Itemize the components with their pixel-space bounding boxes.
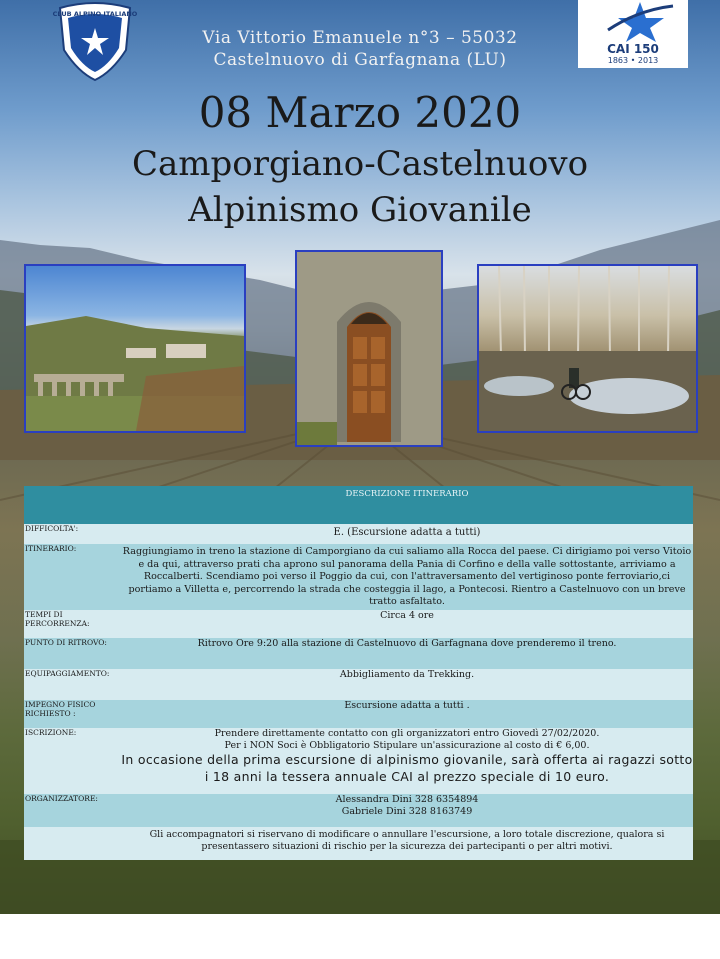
row-label [24, 827, 121, 860]
row-ritrovo [24, 638, 693, 669]
row-value: E. (Escursione adatta a tutti) [121, 524, 693, 544]
row-disclaimer [24, 827, 693, 860]
club-name-text: CLUB ALPINO ITALIANO [52, 10, 138, 18]
row-value [121, 728, 693, 794]
iscrizione-line-1: Prendere direttamente contatto con gli organizzatori entro Giovedì 27/02/2020. [214, 728, 600, 739]
address-line-2: Castelnuovo di Garfagnana (LU) [213, 50, 507, 70]
organizer-1: Alessandra Dini 328 6354894 [335, 794, 479, 805]
address-line-1: Via Vittorio Emanuele n°3 – 55032 [202, 28, 518, 48]
row-label: DIFFICOLTA': [24, 524, 121, 544]
row-value: Ritrovo Ore 9:20 alla stazione di Castelnuovo di Garfagnana dove prenderemo il treno. [121, 638, 693, 669]
row-label: ORGANIZZATORE: [24, 794, 121, 827]
row-value: Raggiungiamo in treno la stazione di Camporgiano da cui saliamo alla Rocca del paese. Ci dirigiamo poi verso Vitoio e da qui, attraverso prati cha aprono sul panorama della Pania di Corfino e della valle sottostante, arriviamo a Roccalberti. Scendiamo poi verso il Poggio da cui, con l'attraversamento del vertiginoso ponte ferroviario,ci portiamo a Villetta e, percorrendo la strada che costeggia il lago, a Pontecosi. Rientro a Castelnuovo con un breve tratto asfaltato. [121, 544, 693, 610]
photo-viaduct [24, 264, 246, 433]
table-header-empty [24, 486, 121, 524]
iscrizione-highlight: In occasione della prima escursione di alpinismo giovanile, sarà offerta ai ragazzi sotto i 18 anni la tessera annuale CAI al prezzo speciale di 10 euro. [121, 752, 693, 784]
event-route: Camporgiano-Castelnuovo [131, 144, 589, 184]
row-tempi [24, 610, 693, 638]
row-label: TEMPI DI PERCORRENZA: [24, 610, 121, 638]
row-value: Escursione adatta a tutti . [121, 700, 693, 728]
row-organizzatore [24, 794, 693, 827]
row-label: EQUIPAGGIAMENTO: [24, 669, 121, 700]
row-iscrizione [24, 728, 693, 794]
row-impegno [24, 700, 693, 728]
event-subtitle: Alpinismo Giovanile [188, 190, 532, 230]
cai-logo-text: CAI 150 [607, 42, 659, 56]
row-label: ISCRIZIONE: [24, 728, 121, 794]
photo-forest-cyclist [477, 264, 698, 433]
photo-stone-door [295, 250, 443, 447]
row-itinerario [24, 544, 693, 610]
row-label: IMPEGNO FISICO RICHIESTO : [24, 700, 121, 728]
row-label: ITINERARIO: [24, 544, 121, 610]
disclaimer-text: Gli accompagnatori si riservano di modificare o annullare l'escursione, a loro totale discrezione, qualora si presentassero situazioni di rischio per la sicurezza dei partecipanti o per altri motivi. [121, 827, 693, 860]
event-date: 08 Marzo 2020 [198, 88, 522, 137]
row-equipaggiamento [24, 669, 693, 700]
cai-logo-years: 1863 • 2013 [607, 56, 659, 65]
table-header-title: DESCRIZIONE ITINERARIO [121, 486, 693, 524]
row-value [121, 794, 693, 827]
iscrizione-line-2: Per i NON Soci è Obbligatorio Stipulare un'assicurazione al costo di € 6,00. [224, 739, 590, 751]
row-label: PUNTO DI RITROVO: [24, 638, 121, 669]
row-difficolta [24, 524, 693, 544]
organizer-2: Gabriele Dini 328 8163749 [341, 805, 473, 817]
row-value: Circa 4 ore [121, 610, 693, 638]
table-header-row [24, 486, 693, 524]
itinerary-table [24, 486, 693, 860]
row-value: Abbigliamento da Trekking. [121, 669, 693, 700]
